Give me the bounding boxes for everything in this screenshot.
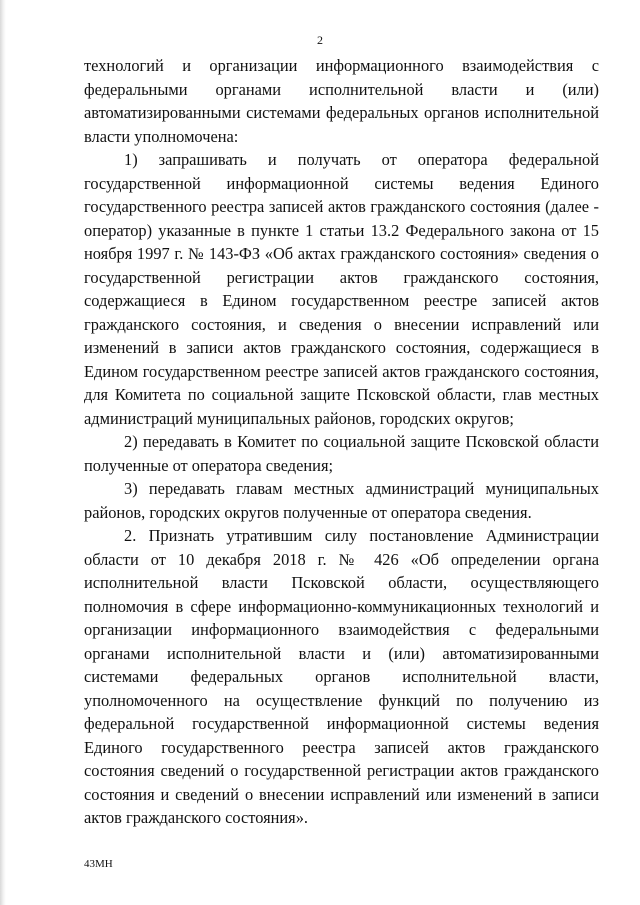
paragraph-item-2: 2) передавать в Комитет по социальной защите Псковской области полученные от оператора сведения; xyxy=(84,432,599,475)
footer-document-code: 43МН xyxy=(84,858,113,870)
paragraph-item-3: 3) передавать главам местных администраций муниципальных районов, городских округов полученные от оператора сведения. xyxy=(84,479,599,522)
page-number: 2 xyxy=(317,33,323,47)
paragraph-clause-2: 2. Признать утратившим силу постановление Администрации области от 10 декабря 2018 г. № 426 «Об определении органа исполнительной власти Псковской области, осуществляющего полномочия в сфере информационно-коммуникационных технологий и организации информационного взаимодействия с федеральными органами исполнительной власти и (или) автоматизированными системами федеральных органов исполнительной власти, уполномоченного на осуществление функций по получению из федеральной государственной информационной системы ведения Единого государственного реестра записей актов гражданского состояния сведений о государственной регистрации актов гражданского состояния и сведений о внесении исправлений или изменений в записи актов гражданского состояния». xyxy=(84,526,599,827)
scan-edge-shadow xyxy=(0,0,6,905)
document-body xyxy=(84,54,599,830)
paragraph-continuation: технологий и организации информационного взаимодействия с федеральными органами исполнительной власти и (или) автоматизированными системами федеральных органов исполнительной власти уполномочена: xyxy=(84,56,599,146)
paragraph-item-1: 1) запрашивать и получать от оператора федеральной государственной информационной системы ведения Единого государственного реестра записей актов гражданского состояния (далее - оператор) указанные в пункте 1 статьи 13.2 Федерального закона от 15 ноября 1997 г. № 143-ФЗ «Об актах гражданского состояния» сведения о государственной регистрации актов гражданского состояния, содержащиеся в Едином государственном реестре записей актов гражданского состояния, и сведения о внесении исправлений или изменений в записи актов гражданского состояния, содержащиеся в Едином государственном реестре записей актов гражданского состояния, для Комитета по социальной защите Псковской области, глав местных администраций муниципальных районов, городских округов; xyxy=(84,150,599,428)
